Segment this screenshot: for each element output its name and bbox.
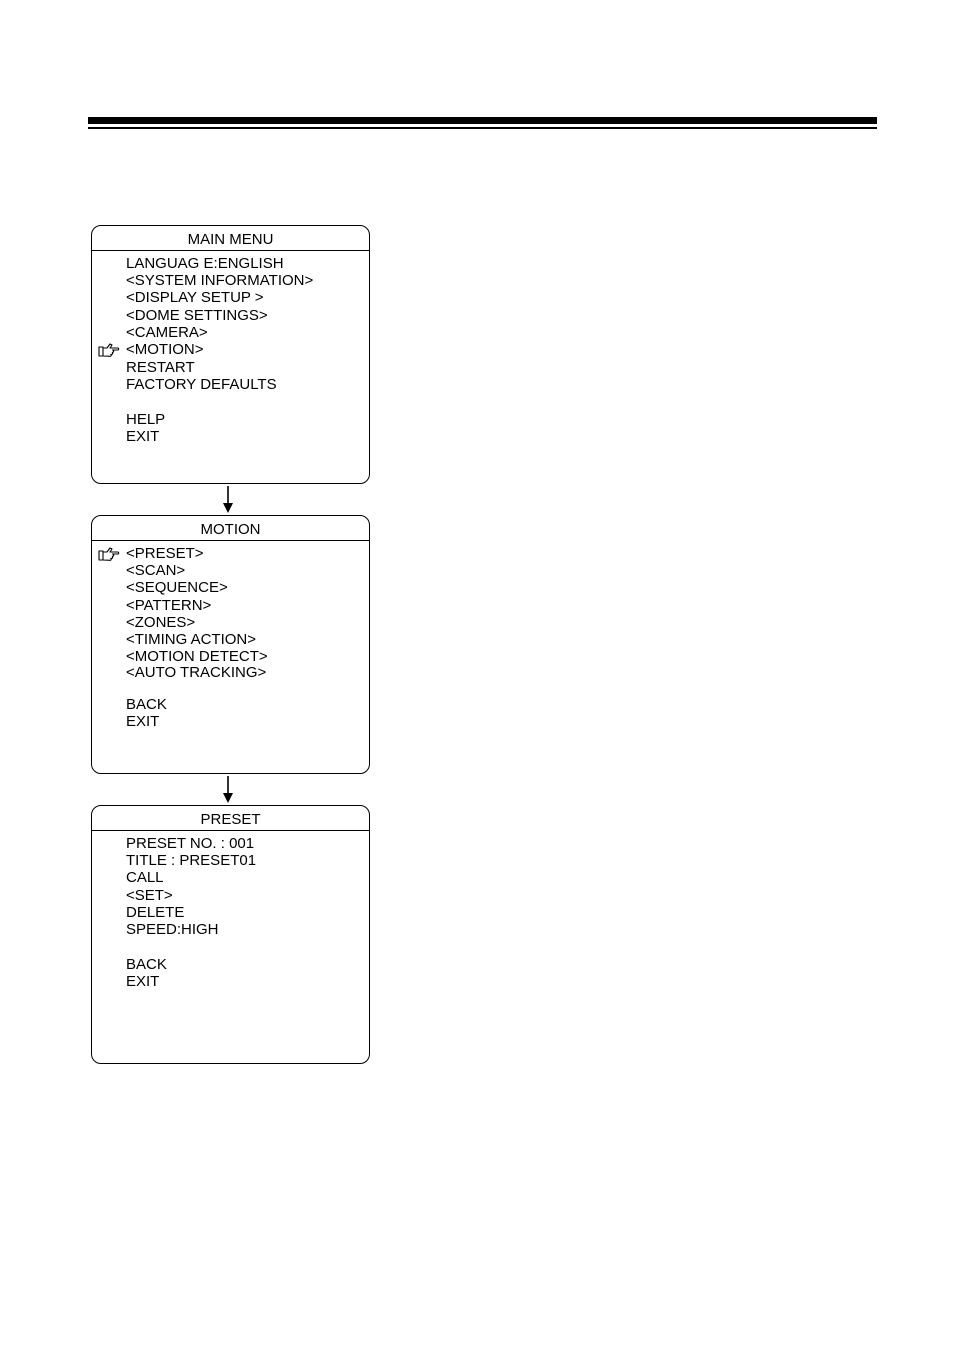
arrow-down-icon: [221, 776, 235, 804]
menu-item-restart[interactable]: RESTART: [126, 359, 195, 376]
menu-item-motion-detect[interactable]: <MOTION DETECT>: [126, 648, 268, 665]
main-menu-title: MAIN MENU: [92, 226, 369, 251]
menu-item-motion[interactable]: <MOTION>: [126, 341, 204, 358]
menu-item-set[interactable]: <SET>: [126, 887, 173, 904]
main-menu-box: [91, 225, 370, 484]
menu-item-sequence[interactable]: <SEQUENCE>: [126, 579, 228, 596]
menu-item-back[interactable]: BACK: [126, 956, 167, 973]
menu-item-scan[interactable]: <SCAN>: [126, 562, 186, 579]
menu-item-language[interactable]: LANGUAG E:ENGLISH: [126, 255, 284, 272]
menu-item-delete[interactable]: DELETE: [126, 904, 185, 921]
pointing-hand-icon: [98, 342, 120, 358]
header-rule-thick: [88, 117, 877, 124]
menu-item-pattern[interactable]: <PATTERN>: [126, 597, 212, 614]
motion-menu-title: MOTION: [92, 516, 369, 541]
menu-item-dome-settings[interactable]: <DOME SETTINGS>: [126, 307, 268, 324]
menu-item-help[interactable]: HELP: [126, 411, 166, 428]
preset-menu-box: [91, 805, 370, 1064]
menu-item-preset-no[interactable]: PRESET NO. : 001: [126, 835, 255, 852]
pointing-hand-icon: [98, 546, 120, 562]
menu-item-auto-tracking[interactable]: <AUTO TRACKING>: [126, 664, 267, 681]
menu-item-exit[interactable]: EXIT: [126, 428, 160, 445]
arrow-down-icon: [221, 486, 235, 514]
header-rule-thin: [88, 127, 877, 129]
motion-menu-box: [91, 515, 370, 774]
menu-item-preset[interactable]: <PRESET>: [126, 545, 204, 562]
menu-item-back[interactable]: BACK: [126, 696, 167, 713]
menu-item-factory-defaults[interactable]: FACTORY DEFAULTS: [126, 376, 277, 393]
menu-item-display-setup[interactable]: <DISPLAY SETUP >: [126, 289, 264, 306]
menu-item-exit[interactable]: EXIT: [126, 973, 160, 990]
menu-item-camera[interactable]: <CAMERA>: [126, 324, 208, 341]
menu-item-timing-action[interactable]: <TIMING ACTION>: [126, 631, 257, 648]
menu-item-title[interactable]: TITLE : PRESET01: [126, 852, 257, 869]
menu-item-call[interactable]: CALL: [126, 869, 164, 886]
menu-item-system-information[interactable]: <SYSTEM INFORMATION>: [126, 272, 314, 289]
menu-item-speed[interactable]: SPEED:HIGH: [126, 921, 219, 938]
menu-item-zones[interactable]: <ZONES>: [126, 614, 196, 631]
menu-item-exit[interactable]: EXIT: [126, 713, 160, 730]
preset-menu-title: PRESET: [92, 806, 369, 831]
